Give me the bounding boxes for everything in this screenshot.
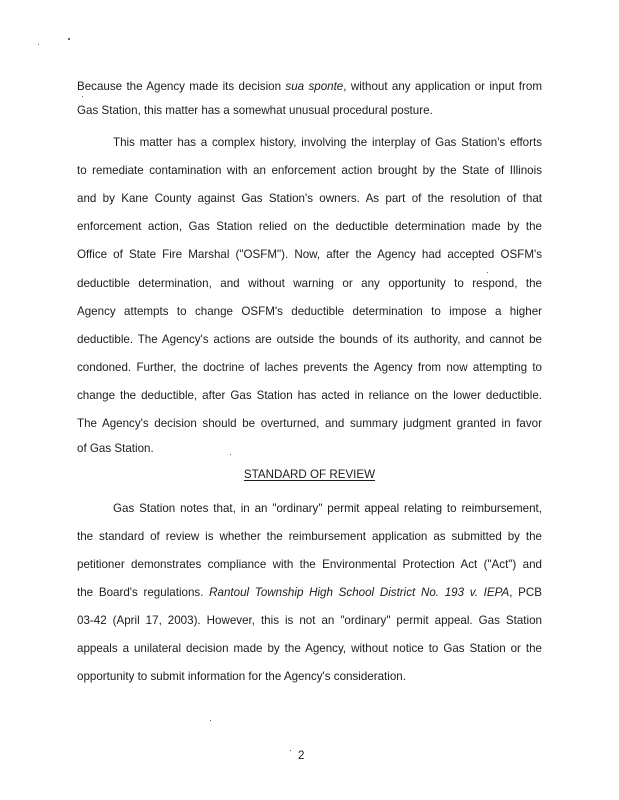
scan-speck bbox=[487, 272, 488, 273]
paragraph-3-line-citation: the Board's regulations. Rantoul Township High School District No. 193 v. IEPA, PCB bbox=[77, 586, 542, 599]
section-heading: STANDARD OF REVIEW bbox=[243, 468, 376, 481]
paragraph-2-line: enforcement action, Gas Station relied on the deductible determination made by the bbox=[77, 220, 542, 233]
paragraph-2-line: deductible. The Agency's actions are outside the bounds of its authority, and cannot be bbox=[77, 333, 542, 346]
paragraph-2-line: The Agency's decision should be overturned, and summary judgment granted in favor bbox=[77, 417, 542, 430]
paragraph-3-line: Gas Station notes that, in an "ordinary" permit appeal relating to reimbursement, bbox=[113, 502, 542, 515]
scan-speck bbox=[68, 38, 70, 40]
paragraph-3-line: 03-42 (April 17, 2003). However, this is not an "ordinary" permit appeal. Gas Station bbox=[77, 614, 542, 627]
scan-speck bbox=[82, 96, 83, 97]
paragraph-2-last-line: of Gas Station. bbox=[77, 442, 154, 455]
paragraph-2-line: Agency attempts to change OSFM's deductible determination to impose a higher bbox=[77, 305, 542, 318]
paragraph-2-line: to remediate contamination with an enforcement action brought by the State of Illinois bbox=[77, 164, 542, 177]
paragraph-2-line: deductible determination, and without warning or any opportunity to respond, the bbox=[77, 277, 542, 290]
paragraph-3-line: petitioner demonstrates compliance with the Environmental Protection Act ("Act") and bbox=[77, 558, 542, 571]
paragraph-3-last-line: opportunity to submit information for the Agency's consideration. bbox=[77, 670, 406, 683]
scan-speck bbox=[290, 750, 291, 751]
scan-speck bbox=[38, 44, 39, 45]
paragraph-1-line-1: Because the Agency made its decision sua sponte, without any application or input from bbox=[77, 80, 542, 93]
scan-speck bbox=[210, 720, 211, 721]
scan-speck bbox=[230, 454, 231, 455]
paragraph-2-line: Office of State Fire Marshal ("OSFM"). Now, after the Agency had accepted OSFM's bbox=[77, 248, 542, 261]
paragraph-1-line-2: Gas Station, this matter has a somewhat unusual procedural posture. bbox=[77, 104, 433, 117]
page-number: 2 bbox=[298, 749, 305, 762]
paragraph-2-line: This matter has a complex history, involving the interplay of Gas Station's efforts bbox=[113, 136, 542, 149]
paragraph-2-line: condoned. Further, the doctrine of laches prevents the Agency from now attempting to bbox=[77, 361, 542, 374]
paragraph-2-line: change the deductible, after Gas Station has acted in reliance on the lower deductible. bbox=[77, 389, 542, 402]
paragraph-3-line: appeals a unilateral decision made by the Agency, without notice to Gas Station or the bbox=[77, 642, 542, 655]
paragraph-2-line: and by Kane County against Gas Station's owners. As part of the resolution of that bbox=[77, 192, 542, 205]
paragraph-3-line: the standard of review is whether the reimbursement application as submitted by the bbox=[77, 530, 542, 543]
